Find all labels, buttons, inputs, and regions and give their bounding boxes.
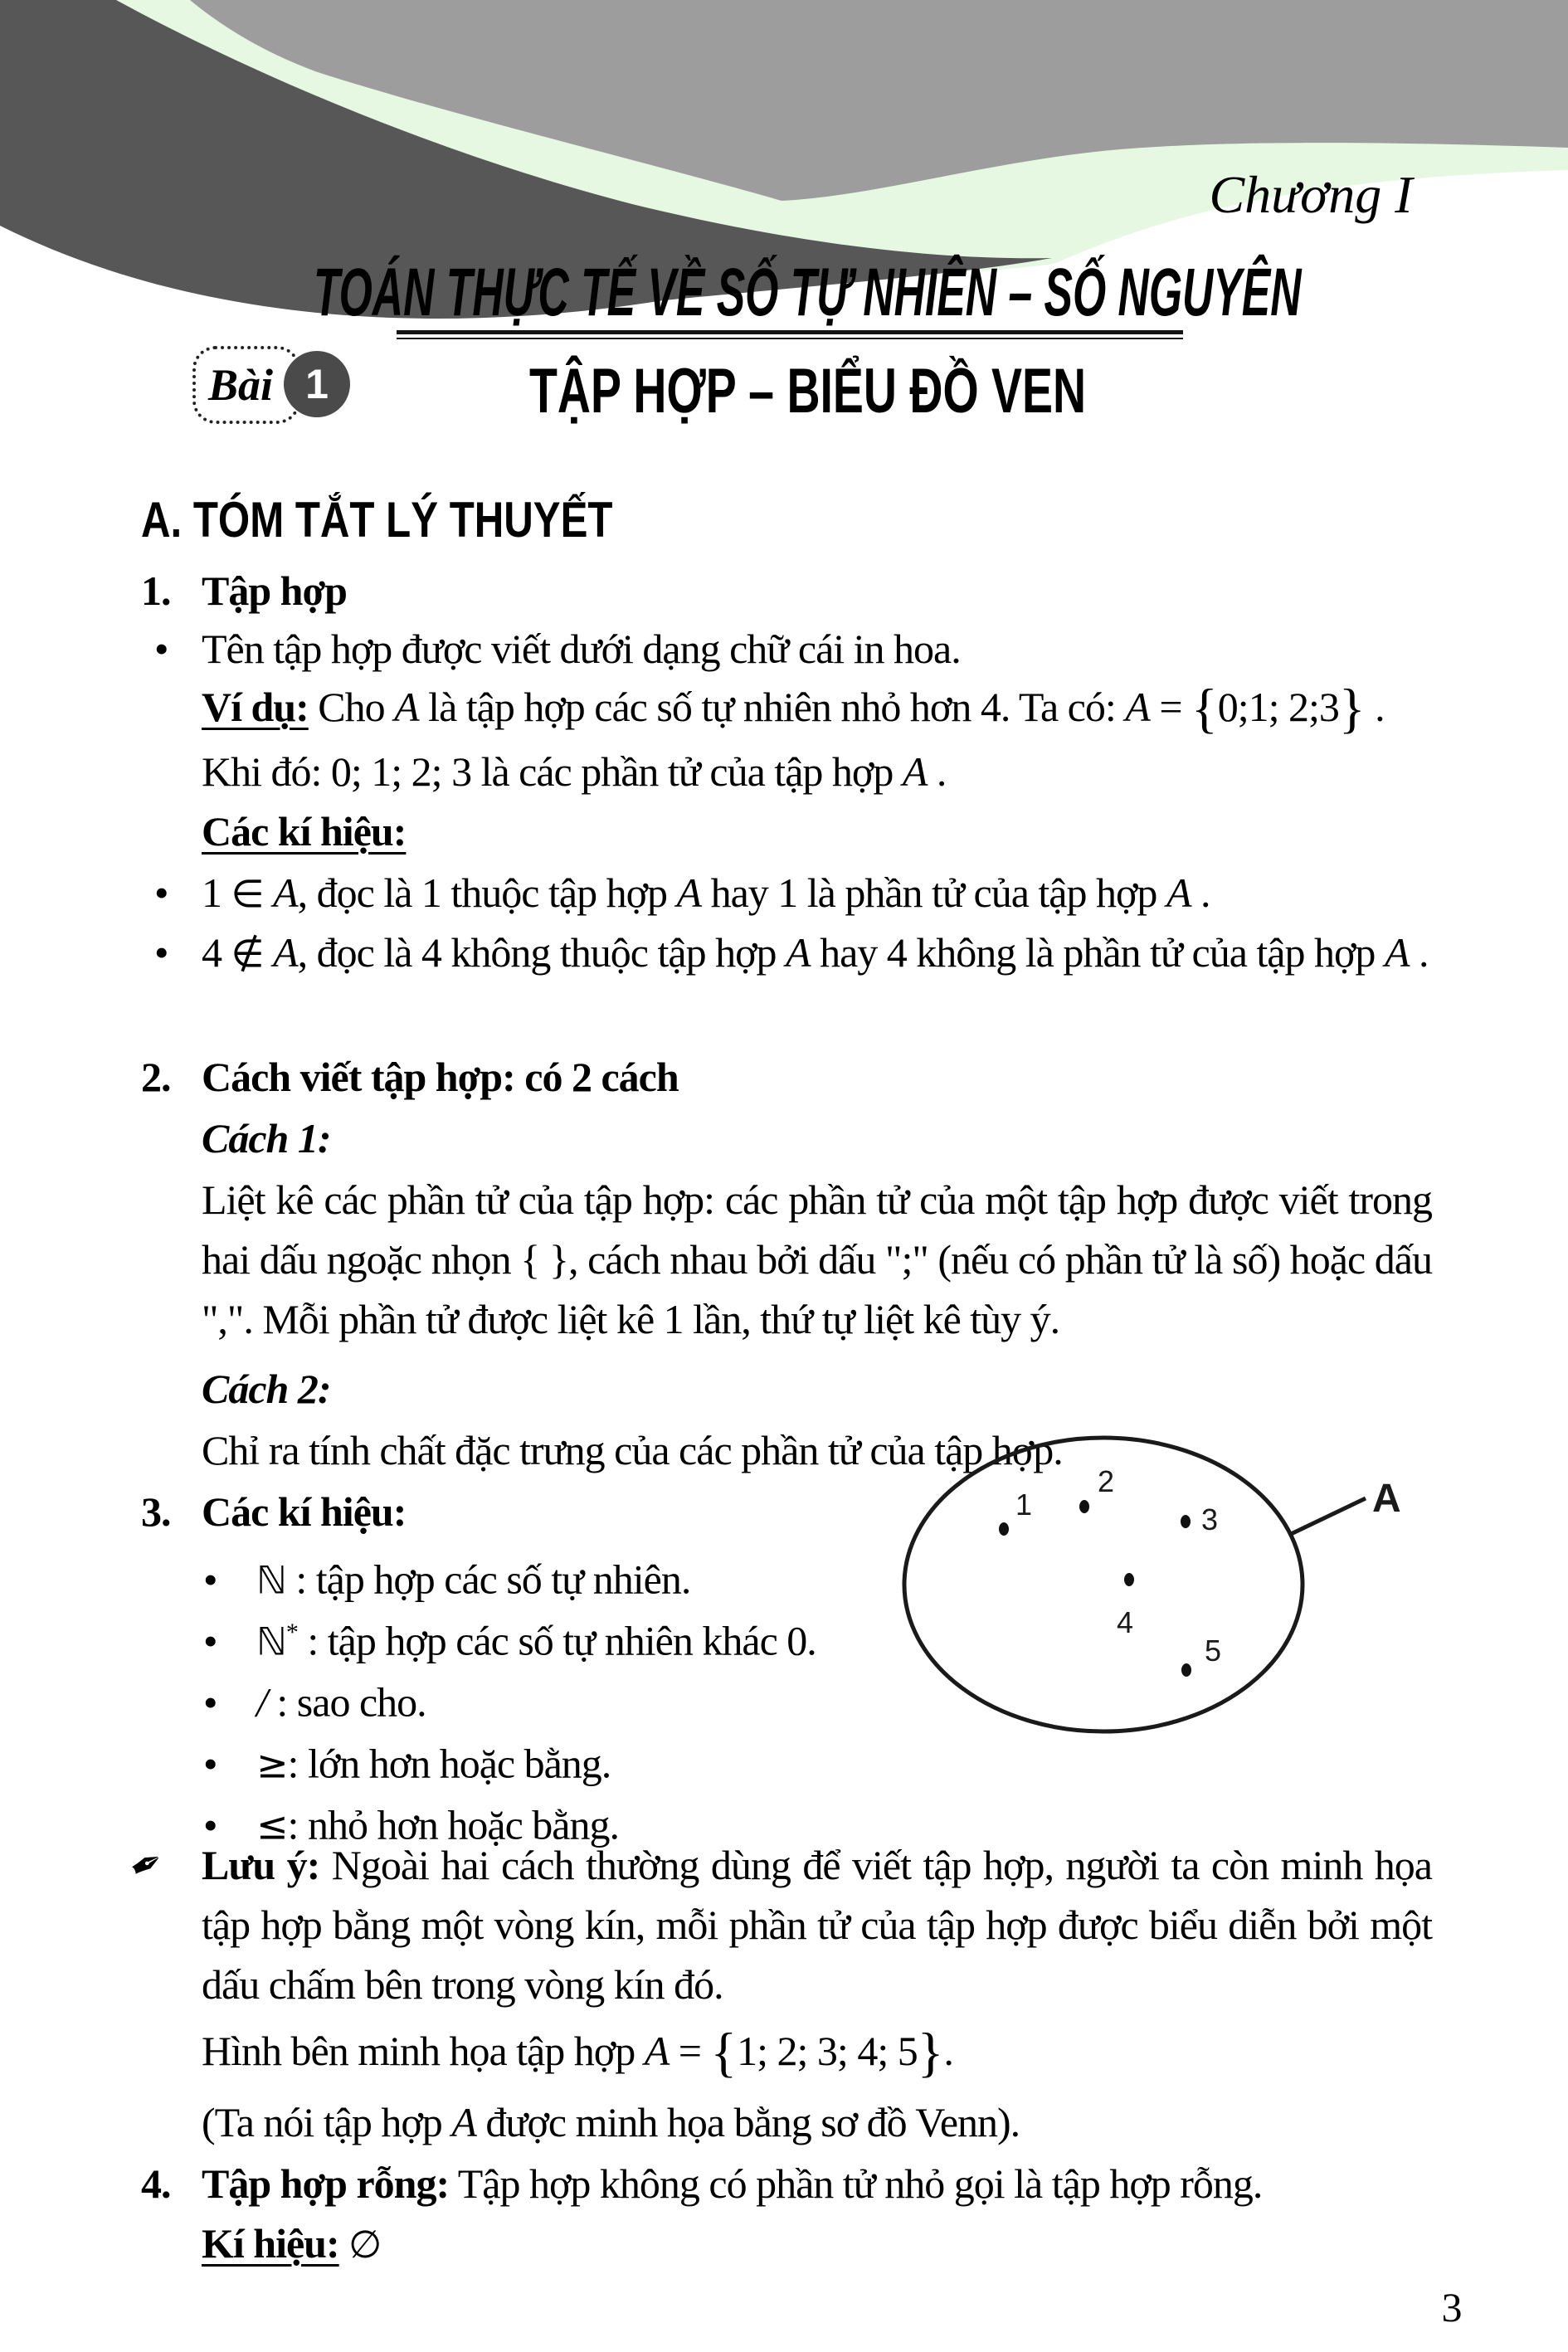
item4-heading	[141, 2154, 1262, 2213]
lesson-badge-label: Bài	[207, 360, 274, 410]
figure-caption-text: Hình bên minh họa tập hợp	[202, 2028, 645, 2074]
belongs-text-2: , đọc là 1 thuộc tập hợp	[297, 869, 677, 916]
set-symbol-A: A	[902, 748, 928, 795]
figure-caption-line	[202, 2021, 953, 2081]
venn-point	[1079, 1500, 1089, 1513]
item4-text: Tập hợp không có phần tử nhỏ gọi là tập hợp rỗng.	[449, 2160, 1263, 2207]
sentence-end: .	[927, 748, 947, 795]
venn-point-label: 2	[1098, 1464, 1115, 1498]
way2-label-line	[202, 1359, 331, 1419]
example-text-1: Cho	[308, 684, 395, 730]
not-belongs-bullet	[154, 923, 1434, 983]
note-label: Lưu ý:	[202, 1842, 320, 1888]
example-line	[202, 677, 1385, 737]
way1-label: Cách 1:	[202, 1115, 331, 1161]
sentence-end: .	[1409, 929, 1429, 976]
belongs-text-3: hay 1 là phần tử của tập hợp	[701, 869, 1166, 916]
not-belongs-text-3: hay 4 không là phần tử của tập hợp	[810, 929, 1385, 976]
pen-nib-icon: ✒	[121, 1837, 173, 1893]
bullet-dot: •	[203, 1617, 217, 1664]
page-number: 3	[1441, 2284, 1463, 2330]
item4-title: Tập hợp rỗng:	[202, 2160, 450, 2207]
set-values: 1; 2; 3; 4; 5	[737, 2028, 918, 2074]
close-brace: }	[1338, 678, 1366, 739]
bullet-dot: •	[154, 626, 168, 672]
bullet-dot: •	[154, 869, 168, 916]
equals-sign: =	[1149, 684, 1192, 730]
venn-note-text-2: được minh họa bằng sơ đồ Venn).	[475, 2099, 1020, 2145]
symbols-label-line	[202, 801, 406, 861]
item1-heading	[141, 561, 347, 621]
bullet-text: Tên tập hợp được viết dưới dạng chữ cái in hoa.	[202, 626, 961, 672]
naturals-symbol: ℕ	[256, 1557, 286, 1603]
way2-paragraph: Chỉ ra tính chất đặc trưng của các phần tử của tập hợp.	[202, 1427, 1063, 1473]
symbol-item-N-star	[203, 1603, 816, 1672]
naturals-star-symbol: ℕ	[256, 1619, 286, 1664]
way1-label-line	[202, 1108, 331, 1168]
item4-number: 4.	[141, 2160, 171, 2207]
venn-point-label: 3	[1201, 1502, 1219, 1536]
item3-number: 3.	[141, 1488, 171, 1535]
bullet-dot: •	[203, 1740, 217, 1787]
sentence-end: .	[943, 2028, 953, 2074]
khido-text: Khi đó: 0; 1; 2; 3 là các phần tử của tập hợp	[202, 748, 903, 795]
bullet-dot: •	[154, 929, 168, 976]
symbol-text: : tập hợp các số tự nhiên khác 0.	[297, 1617, 816, 1664]
venn-label-pointer-line	[1289, 1498, 1366, 1535]
greater-equal-symbol: ≥	[256, 1741, 288, 1787]
example-text-2: là tập hợp các số tự nhiên nhỏ hơn 4. Ta có:	[418, 684, 1126, 730]
close-brace: }	[917, 2022, 944, 2083]
open-brace: {	[710, 2022, 738, 2083]
sentence-end: .	[1191, 869, 1210, 916]
sentence-end: .	[1365, 684, 1385, 730]
title-underline-thick	[397, 330, 1183, 334]
set-values: 0;1; 2;3	[1217, 684, 1339, 730]
symbol-text: : tập hợp các số tự nhiên.	[285, 1556, 691, 1603]
empty-set-symbol: ∅	[348, 2222, 382, 2267]
symbol-item-gte	[203, 1726, 611, 1794]
bullet-dot: •	[203, 1678, 217, 1726]
venn-diagram	[863, 1404, 1452, 1752]
not-belongs-text-1: 4	[202, 929, 231, 976]
title-underline-thin	[397, 338, 1183, 339]
open-brace: {	[1191, 678, 1218, 739]
lesson-title: TẬP HỢP – BIỂU ĐỒ VEN	[529, 356, 1087, 426]
item2-title: Cách viết tập hợp: có 2 cách	[202, 1054, 679, 1100]
set-symbol-A: A	[644, 2028, 670, 2074]
chapter-title: TOÁN THỰC TẾ VỀ SỐ TỰ NHIÊN – SỐ NGUYÊN	[314, 255, 1302, 330]
notation-label: Kí hiệu:	[202, 2220, 339, 2267]
set-symbol-A: A	[1166, 869, 1191, 916]
venn-point	[1124, 1573, 1134, 1586]
section-heading: A. TÓM TẮT LÝ THUYẾT	[141, 492, 613, 548]
symbol-item-slash	[203, 1664, 426, 1732]
set-symbol-A: A	[273, 929, 298, 976]
set-symbol-A: A	[1125, 684, 1150, 730]
belongs-text-1: 1	[202, 869, 231, 916]
item3-title: Các kí hiệu:	[202, 1488, 407, 1535]
venn-point	[1181, 1515, 1191, 1528]
notation-line	[202, 2213, 381, 2274]
symbol-item-N	[203, 1541, 690, 1610]
venn-note-line	[202, 2092, 1020, 2152]
space	[339, 2220, 349, 2267]
way1-paragraph: Liệt kê các phần tử của tập hợp: các phần tử của một tập hợp được viết trong hai dấu ngoặc nhọn { }, cách nhau bởi dấu ";" (nếu có phần tử là số) hoặc dấu ",". Mỗi phần tử được liệt kê 1 lần, thứ tự liệt kê tùy ý.	[202, 1176, 1432, 1342]
set-symbol-A: A	[273, 869, 298, 916]
venn-point	[999, 1522, 1009, 1536]
venn-point-label: 4	[1117, 1605, 1134, 1639]
set-symbol-A: A	[676, 869, 702, 916]
not-element-of-icon: ∉	[231, 931, 264, 976]
item2-heading	[141, 1047, 679, 1107]
set-symbol-A: A	[786, 929, 811, 976]
way2-label: Cách 2:	[202, 1366, 331, 1412]
note-paragraph	[121, 1835, 1432, 2014]
item1-title: Tập hợp	[202, 567, 347, 614]
khido-line	[202, 742, 946, 801]
such-that-symbol: /	[256, 1678, 267, 1726]
item3-heading	[141, 1482, 406, 1541]
example-label: Ví dụ:	[202, 684, 309, 730]
note-text: Ngoài hai cách thường dùng để viết tập hợp, người ta còn minh họa tập hợp bằng một vòng kín, mỗi phần tử của tập hợp được biểu diễn bởi một dấu chấm bên trong vòng kín đó.	[202, 1842, 1432, 2008]
bullet-dot: •	[203, 1556, 217, 1603]
venn-point-label: 1	[1015, 1488, 1033, 1522]
bullet-item-name-rule	[154, 619, 961, 679]
symbol-text: : sao cho.	[266, 1678, 426, 1726]
symbol-text: : nhỏ hơn hoặc bằng.	[287, 1801, 619, 1848]
set-symbol-A: A	[394, 684, 419, 730]
venn-point	[1181, 1663, 1191, 1677]
venn-point-label: 5	[1205, 1634, 1222, 1668]
item1-number: 1.	[141, 567, 171, 614]
not-belongs-text-2: , đọc là 4 không thuộc tập hợp	[297, 929, 786, 976]
set-symbol-A: A	[1384, 929, 1410, 976]
symbol-text: : lớn hơn hoặc bằng.	[287, 1740, 611, 1787]
symbols-label: Các kí hiệu:	[202, 808, 407, 855]
venn-note-text-1: (Ta nói tập hợp	[202, 2099, 452, 2145]
less-equal-symbol: ≤	[256, 1803, 288, 1848]
space	[264, 869, 274, 916]
bullet-dot: •	[203, 1801, 217, 1848]
venn-set-label: A	[1372, 1477, 1401, 1521]
item2-number: 2.	[141, 1054, 171, 1100]
symbol-sup: *	[285, 1619, 298, 1646]
set-symbol-A: A	[451, 2099, 476, 2145]
space	[264, 929, 274, 976]
element-of-icon: ∈	[231, 871, 264, 916]
lesson-badge-number: 1	[284, 351, 350, 417]
equals-sign: =	[669, 2028, 711, 2074]
belongs-bullet	[154, 863, 1210, 923]
chapter-label: Chương I	[1209, 165, 1413, 224]
